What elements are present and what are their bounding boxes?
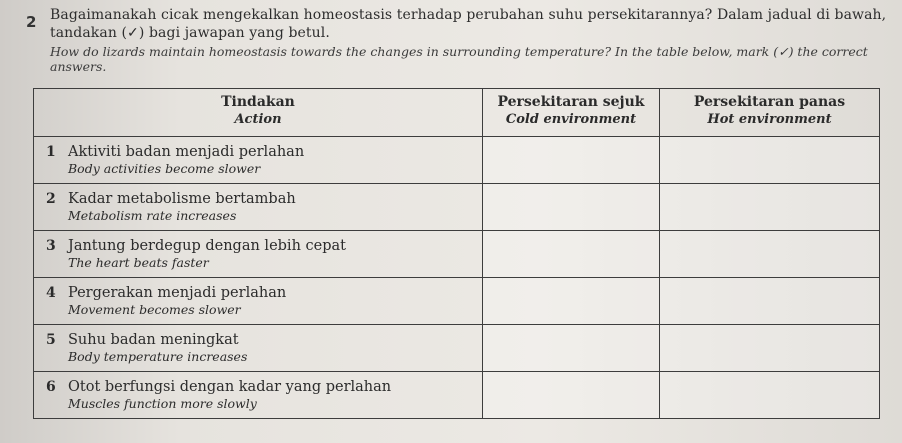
hot-answer-cell[interactable] xyxy=(660,231,880,278)
action-english: Body activities become slower xyxy=(68,161,261,176)
hot-answer-cell[interactable] xyxy=(660,372,880,419)
row-number: 2 xyxy=(46,191,56,207)
header-cold xyxy=(483,89,660,137)
cold-answer-cell[interactable] xyxy=(483,325,660,372)
row-number: 3 xyxy=(46,238,56,254)
table-row xyxy=(34,137,880,184)
action-english: Movement becomes slower xyxy=(68,302,241,317)
cold-answer-cell[interactable] xyxy=(483,184,660,231)
cold-answer-cell[interactable] xyxy=(483,231,660,278)
table-row xyxy=(34,325,880,372)
header-action-ms: Tindakan xyxy=(221,94,295,110)
cold-answer-cell[interactable] xyxy=(483,137,660,184)
table-row xyxy=(34,231,880,278)
answer-table xyxy=(33,88,879,418)
table-row xyxy=(34,372,880,419)
action-cell xyxy=(34,278,483,325)
hot-answer-cell[interactable] xyxy=(660,278,880,325)
header-action-en: Action xyxy=(234,112,282,127)
question-text-english: How do lizards maintain homeostasis towards the changes in surrounding temperature? In the table below, mark (✓) the correct answers. xyxy=(50,44,868,74)
action-cell xyxy=(34,325,483,372)
action-english: Metabolism rate increases xyxy=(68,208,237,223)
action-cell xyxy=(34,372,483,419)
action-malay: Otot berfungsi dengan kadar yang perlahan xyxy=(68,379,392,395)
row-number: 6 xyxy=(46,379,56,395)
header-cold-en: Cold environment xyxy=(505,112,637,127)
header-cold-ms: Persekitaran sejuk xyxy=(497,94,645,110)
table-row xyxy=(34,184,880,231)
action-malay: Jantung berdegup dengan lebih cepat xyxy=(68,238,346,254)
action-cell xyxy=(34,137,483,184)
action-english: Body temperature increases xyxy=(68,349,248,364)
question-block xyxy=(26,6,890,74)
table-row xyxy=(34,278,880,325)
hot-answer-cell[interactable] xyxy=(660,137,880,184)
table-header-row xyxy=(34,89,880,137)
question-number: 2 xyxy=(26,13,37,31)
action-english: The heart beats faster xyxy=(68,255,209,270)
hot-answer-cell[interactable] xyxy=(660,325,880,372)
row-number: 5 xyxy=(46,332,56,348)
action-english: Muscles function more slowly xyxy=(68,396,257,411)
action-cell xyxy=(34,184,483,231)
action-malay: Pergerakan menjadi perlahan xyxy=(68,285,287,301)
action-cell xyxy=(34,231,483,278)
cold-answer-cell[interactable] xyxy=(483,278,660,325)
header-action xyxy=(34,89,483,137)
header-hot-ms: Persekitaran panas xyxy=(693,94,846,110)
hot-answer-cell[interactable] xyxy=(660,184,880,231)
question-text-malay: Bagaimanakah cicak mengekalkan homeostasis terhadap perubahan suhu persekitarannya? Dalam jadual di bawah, tandakan (✓) bagi jawapan yang betul. xyxy=(50,7,887,41)
row-number: 4 xyxy=(46,285,56,301)
header-hot-en: Hot environment xyxy=(707,112,832,127)
header-hot xyxy=(660,89,880,137)
action-malay: Kadar metabolisme bertambah xyxy=(68,191,296,207)
action-malay: Aktiviti badan menjadi perlahan xyxy=(68,144,305,160)
cold-answer-cell[interactable] xyxy=(483,372,660,419)
action-malay: Suhu badan meningkat xyxy=(68,332,239,348)
row-number: 1 xyxy=(46,144,56,160)
